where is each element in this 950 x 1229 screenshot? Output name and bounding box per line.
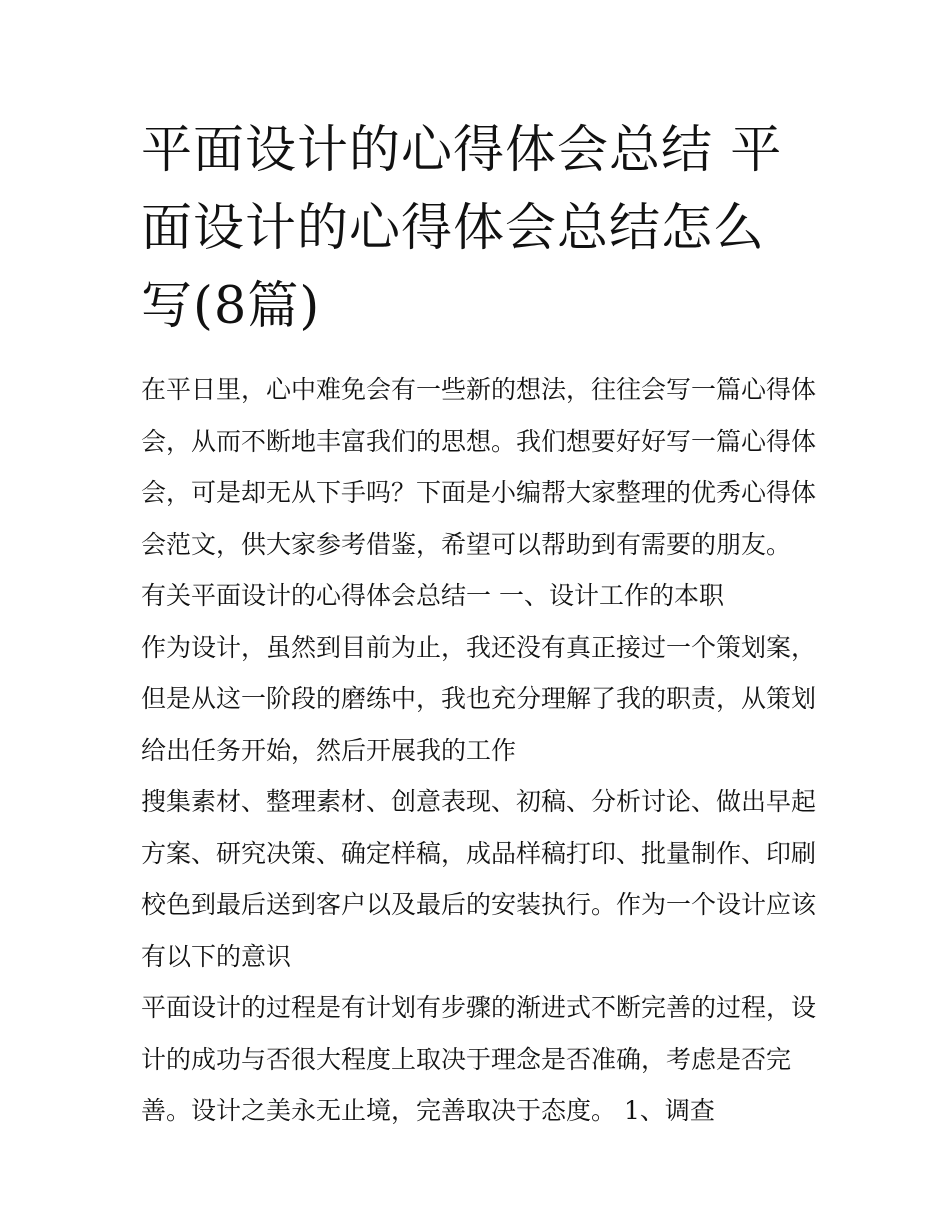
- body-paragraph: 搜集素材、整理素材、创意表现、初稿、分析讨论、做出早起方案、研究决策、确定样稿，成品样稿打印、批量制作、印刷校色到最后送到客户以及最后的安装执行。作为一个设计应该有以下的意识: [141, 787, 817, 971]
- document-title: 平面设计的心得体会总结 平面设计的心得体会总结怎么写(8篇): [141, 121, 783, 336]
- document-content: [141, 112, 816, 1137]
- body-paragraph: 平面设计的过程是有计划有步骤的渐进式不断完善的过程，设计的成功与否很大程度上取决于理念是否准确，考虑是否完善。设计之美永无止境，完善取决于态度。 1、调查: [141, 993, 817, 1125]
- intro-paragraph: 在平日里，心中难免会有一些新的想法，往往会写一篇心得体会，从而不断地丰富我们的思想。我们想要好好写一篇心得体会，可是却无从下手吗？下面是小编帮大家整理的优秀心得体会范文，供大家参考借鉴，希望可以帮助到有需要的朋友。: [141, 375, 817, 559]
- document-body: [141, 364, 816, 1137]
- body-paragraph: 作为设计，虽然到目前为止，我还没有真正接过一个策划案，但是从这一阶段的磨练中，我也充分理解了我的职责，从策划给出任务开始，然后开展我的工作: [141, 632, 817, 765]
- section-heading: 有关平面设计的心得体会总结一 一、设计工作的本职: [141, 581, 724, 610]
